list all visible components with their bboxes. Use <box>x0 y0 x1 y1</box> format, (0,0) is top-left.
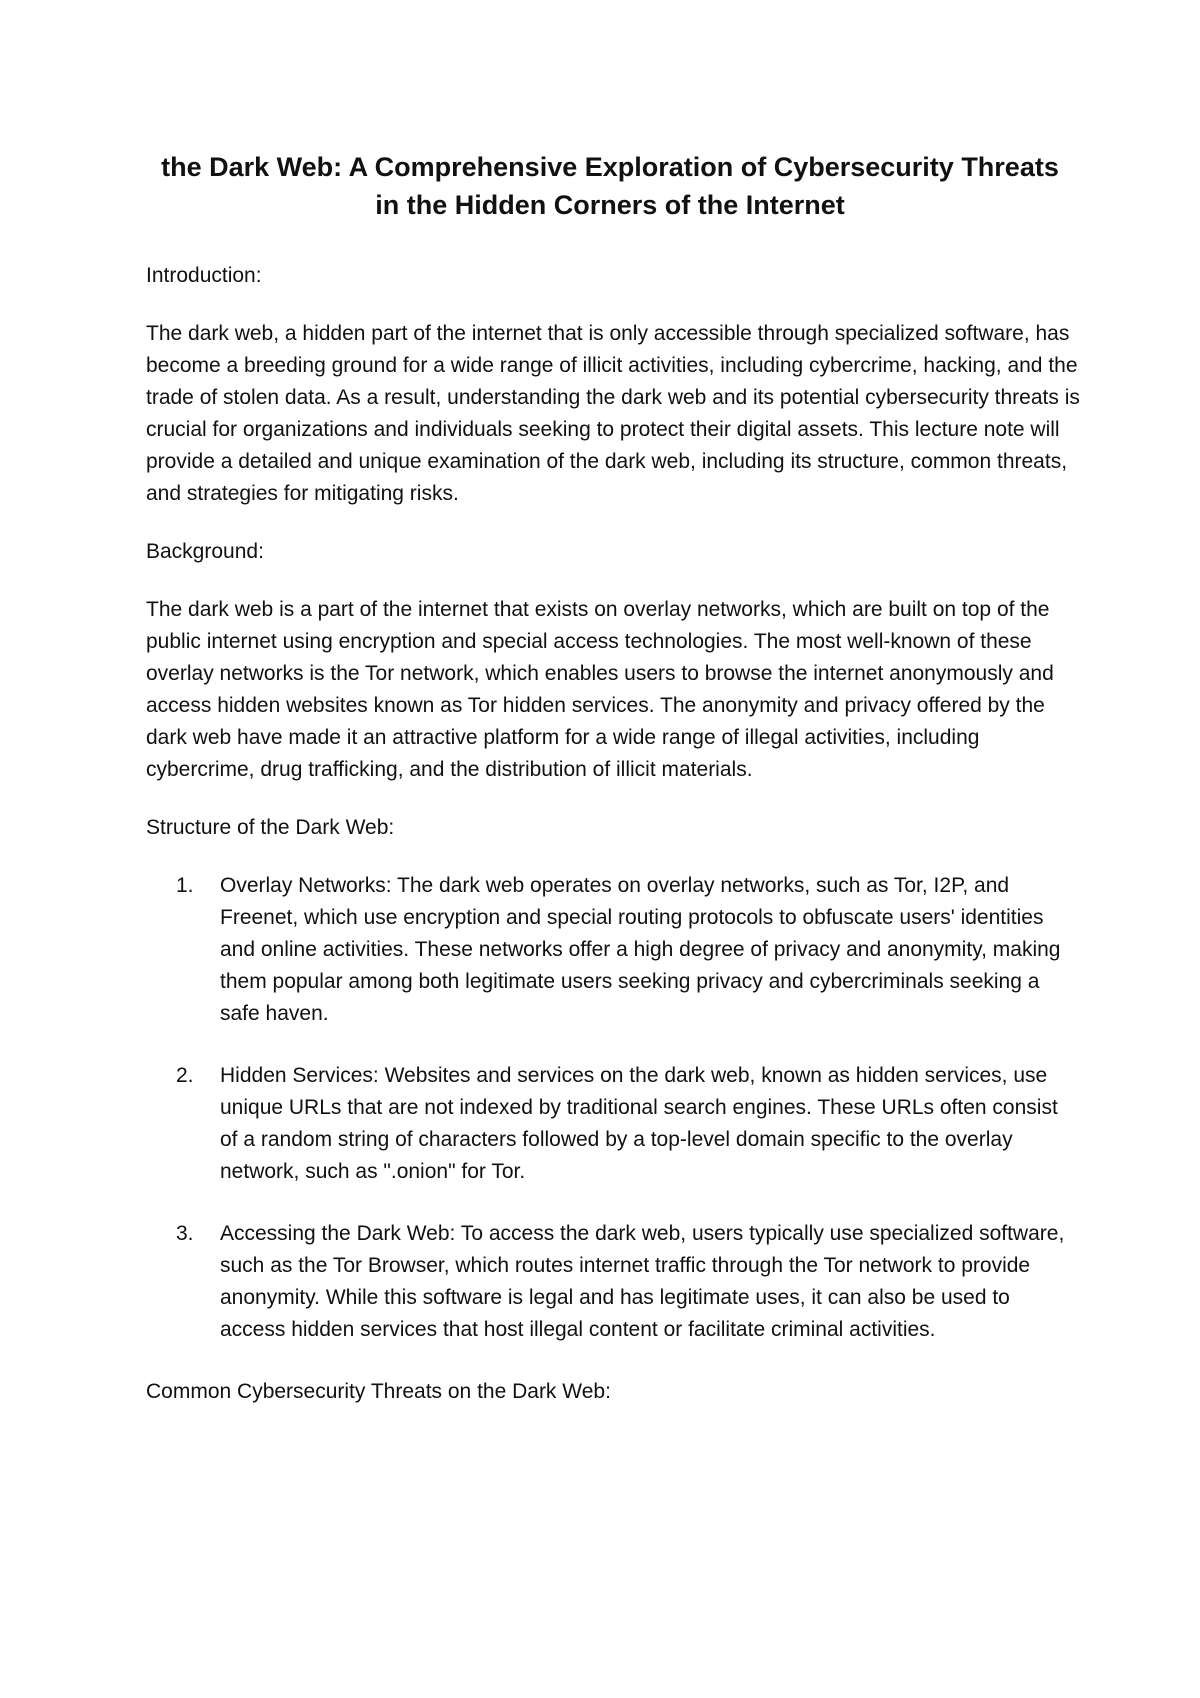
list-item <box>146 1060 1080 1188</box>
introduction-heading: Introduction: <box>146 264 262 287</box>
list-item-number: 2. <box>176 1064 194 1087</box>
background-paragraph: The dark web is a part of the internet that exists on overlay networks, which are built on top of the public internet using encryption and special access technologies. The most well-known of these overlay networks is the Tor network, which enables users to browse the internet anonymously and access hidden websites known as Tor hidden services. The anonymity and privacy offered by the dark web have made it an attractive platform for a wide range of illegal activities, including cybercrime, drug trafficking, and the distribution of illicit materials. <box>146 598 1054 781</box>
list-item <box>146 870 1080 1030</box>
background-heading: Background: <box>146 540 264 563</box>
list-item-text: Hidden Services: Websites and services on the dark web, known as hidden services, use unique URLs that are not indexed by traditional search engines. These URLs often consist of a random string of characters followed by a top-level domain specific to the overlay network, such as ".onion" for Tor. <box>220 1064 1058 1183</box>
document-title: the Dark Web: A Comprehensive Exploration of Cybersecurity Threats in the Hidden Corners of the Internet <box>161 152 1059 220</box>
list-item-text: Overlay Networks: The dark web operates on overlay networks, such as Tor, I2P, and Freenet, which use encryption and special routing protocols to obfuscate users' identities and online activities. These networks offer a high degree of privacy and anonymity, making them popular among both legitimate users seeking privacy and cybercriminals seeking a safe haven. <box>220 874 1061 1025</box>
list-item-number: 3. <box>176 1222 194 1245</box>
introduction-paragraph: The dark web, a hidden part of the internet that is only accessible through specialized software, has become a breeding ground for a wide range of illicit activities, including cybercrime, hacking, and the trade of stolen data. As a result, understanding the dark web and its potential cybersecurity threats is crucial for organizations and individuals seeking to protect their digital assets. This lecture note will provide a detailed and unique examination of the dark web, including its structure, common threats, and strategies for mitigating risks. <box>146 322 1080 505</box>
list-item <box>146 1218 1080 1346</box>
list-item-text: Accessing the Dark Web: To access the dark web, users typically use specialized software, such as the Tor Browser, which routes internet traffic through the Tor network to provide anonymity. While this software is legal and has legitimate uses, it can also be used to access hidden services that host illegal content or facilitate criminal activities. <box>220 1222 1065 1341</box>
structure-list <box>146 870 1080 1346</box>
threats-heading: Common Cybersecurity Threats on the Dark Web: <box>146 1380 611 1403</box>
list-item-number: 1. <box>176 874 194 897</box>
structure-heading: Structure of the Dark Web: <box>146 816 395 839</box>
